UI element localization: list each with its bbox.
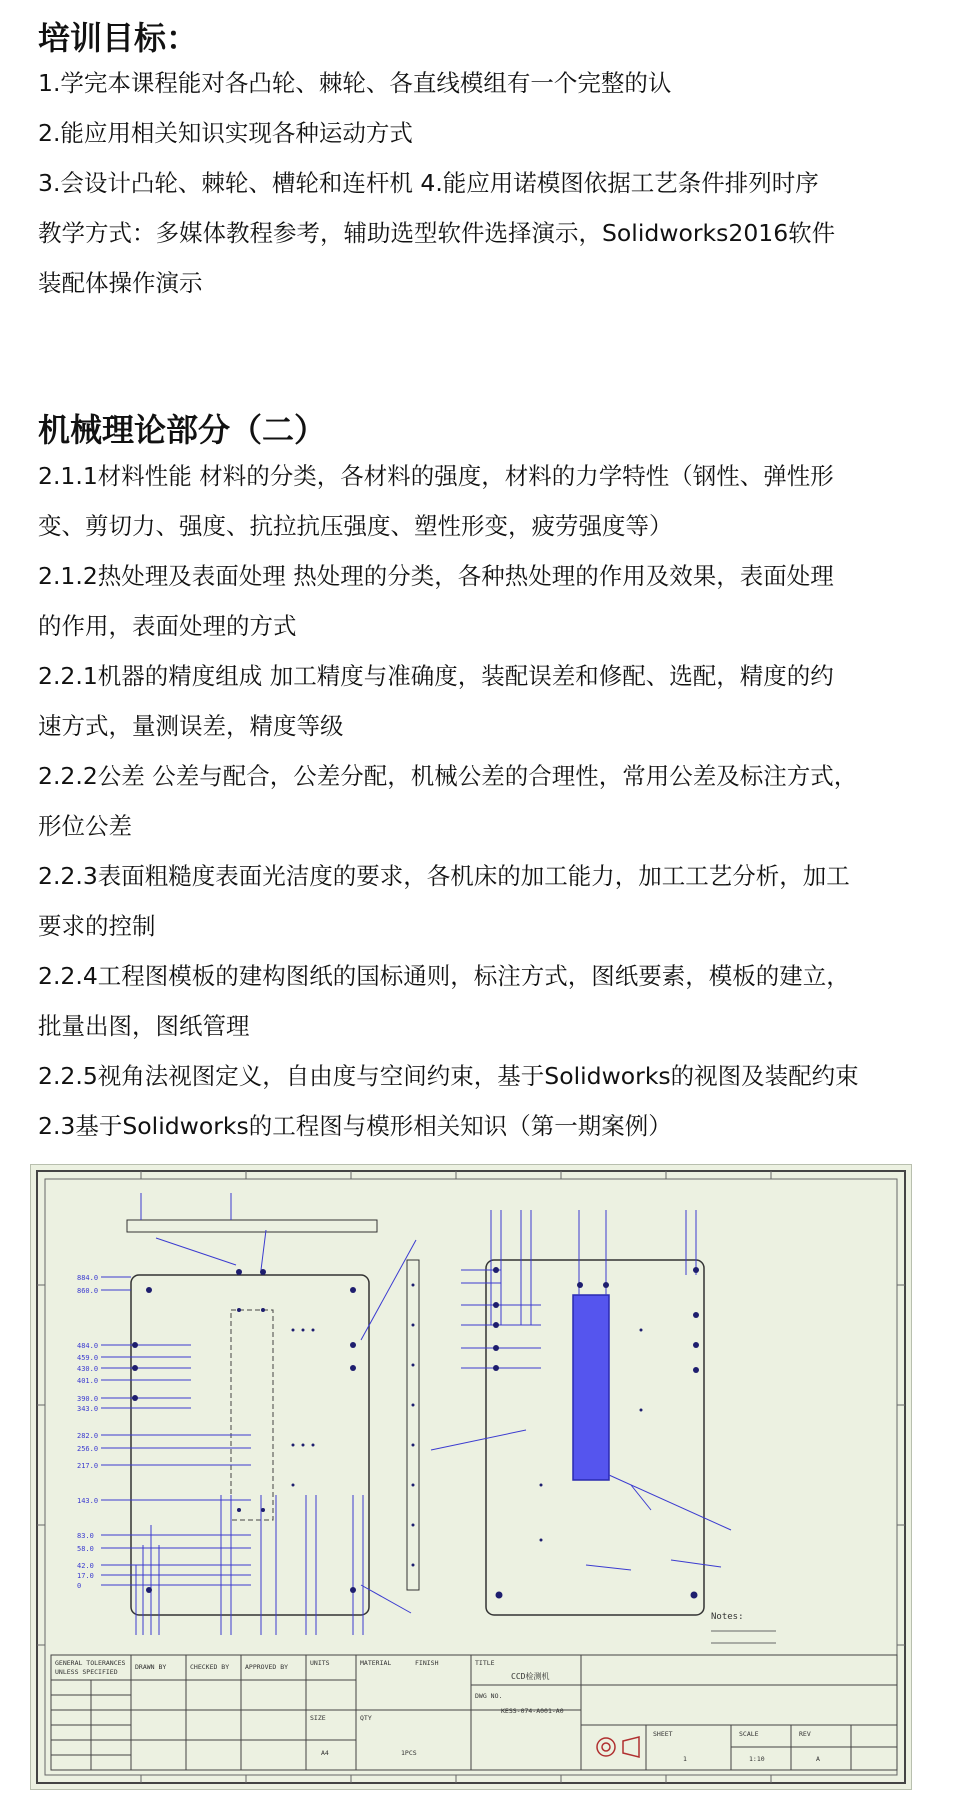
svg-text:484.0: 484.0 bbox=[77, 1342, 99, 1350]
section-title-theory: 机械理论部分（二） bbox=[38, 411, 327, 449]
theory-line: 2.2.4工程图模板的建构图纸的国标通则，标注方式，图纸要素，模板的建立， bbox=[38, 962, 850, 990]
svg-text:58.0: 58.0 bbox=[77, 1545, 94, 1553]
left-slot-hidden bbox=[231, 1310, 273, 1520]
training-line: 装配体操作演示 bbox=[38, 269, 203, 297]
tb-approved-by: APPROVED BY bbox=[245, 1663, 289, 1671]
training-line: 教学方式：多媒体教程参考，辅助选型软件选择演示，Solidworks2016软件 bbox=[38, 219, 836, 247]
title-block-text bbox=[55, 1659, 820, 1763]
top-strip bbox=[127, 1220, 377, 1232]
training-line: 1.学完本课程能对各凸轮、棘轮、各直线模组有一个完整的认 bbox=[38, 69, 672, 97]
theory-line: 批量出图，图纸管理 bbox=[38, 1012, 250, 1040]
svg-text:390.0: 390.0 bbox=[77, 1395, 99, 1403]
svg-text:42.0: 42.0 bbox=[77, 1562, 94, 1570]
engineering-drawing bbox=[30, 1164, 912, 1790]
tb-title-value: CCD检测机 bbox=[511, 1672, 550, 1681]
theory-line: 2.2.2公差 公差与配合，公差分配，机械公差的合理性，常用公差及标注方式， bbox=[38, 762, 858, 790]
theory-line: 2.3基于Solidworks的工程图与模形相关知识（第一期案例） bbox=[38, 1112, 672, 1140]
training-lines bbox=[38, 58, 938, 308]
tb-units: UNITS bbox=[310, 1659, 330, 1667]
projection-symbol-icon bbox=[597, 1737, 639, 1757]
svg-text:884.0: 884.0 bbox=[77, 1274, 99, 1282]
svg-text:17.0: 17.0 bbox=[77, 1572, 94, 1580]
section-title-training: 培训目标： bbox=[38, 19, 199, 57]
svg-text:860.0: 860.0 bbox=[77, 1287, 99, 1295]
svg-text:459.0: 459.0 bbox=[77, 1354, 99, 1362]
left-leaders bbox=[156, 1230, 416, 1613]
rail-holes bbox=[412, 1284, 415, 1567]
theory-line: 2.2.1机器的精度组成 加工精度与准确度，装配误差和修配、选配，精度的约 bbox=[38, 662, 834, 690]
svg-text:343.0: 343.0 bbox=[77, 1405, 99, 1413]
theory-line: 形位公差 bbox=[38, 812, 132, 840]
svg-text:430.0: 430.0 bbox=[77, 1365, 99, 1373]
left-dim-text bbox=[77, 1274, 98, 1590]
tb-title-label: TITLE bbox=[475, 1659, 495, 1667]
tb-checked-by: CHECKED BY bbox=[190, 1663, 230, 1671]
left-plate bbox=[131, 1275, 369, 1615]
tb-rev-value: A bbox=[816, 1755, 820, 1763]
tb-finish: FINISH bbox=[415, 1659, 439, 1667]
tb-dwg-no-label: DWG NO. bbox=[475, 1692, 503, 1700]
tb-sheet-label: SHEET bbox=[653, 1730, 673, 1738]
svg-text:83.0: 83.0 bbox=[77, 1532, 94, 1540]
tb-qty-label: QTY bbox=[360, 1714, 372, 1722]
training-line: 2.能应用相关知识实现各种运动方式 bbox=[38, 119, 413, 147]
svg-text:217.0: 217.0 bbox=[77, 1462, 99, 1470]
theory-line: 2.1.1材料性能 材料的分类，各材料的强度，材料的力学特性（钢性、弹性形 bbox=[38, 462, 834, 490]
title-block-grid bbox=[51, 1655, 897, 1770]
theory-line: 2.1.2热处理及表面处理 热处理的分类，各种热处理的作用及效果，表面处理 bbox=[38, 562, 834, 590]
svg-text:282.0: 282.0 bbox=[77, 1432, 99, 1440]
tb-general-tolerances: GENERAL TOLERANCES bbox=[55, 1659, 126, 1667]
theory-line: 速方式，量测误差，精度等级 bbox=[38, 712, 344, 740]
theory-line: 2.2.3表面粗糙度表面光洁度的要求，各机床的加工能力，加工工艺分析，加工 bbox=[38, 862, 850, 890]
theory-lines bbox=[38, 451, 938, 1151]
right-slot-filled bbox=[573, 1295, 609, 1480]
left-dim-lines bbox=[101, 1277, 251, 1585]
side-rail bbox=[407, 1260, 419, 1590]
training-line: 3.会设计凸轮、棘轮、槽轮和连杆机 4.能应用诺模图依据工艺条件排列时序 bbox=[38, 169, 819, 197]
left-vdim-lines bbox=[136, 1193, 363, 1635]
tb-material: MATERIAL bbox=[360, 1659, 392, 1667]
svg-text:0: 0 bbox=[77, 1582, 82, 1590]
theory-line: 变、剪切力、强度、抗拉抗压强度、塑性形变，疲劳强度等） bbox=[38, 512, 673, 540]
drawing-svg bbox=[31, 1165, 911, 1789]
theory-line: 2.2.5视角法视图定义，自由度与空间约束，基于Solidworks的视图及装配约束 bbox=[38, 1062, 859, 1090]
tb-qty-value: 1PCS bbox=[401, 1749, 417, 1757]
tb-unless-specified: UNLESS SPECIFIED bbox=[55, 1668, 118, 1676]
tb-scale-label: SCALE bbox=[739, 1730, 759, 1738]
theory-line: 的作用，表面处理的方式 bbox=[38, 612, 297, 640]
notes-label: Notes: bbox=[711, 1612, 744, 1622]
svg-text:256.0: 256.0 bbox=[77, 1445, 99, 1453]
tb-size-label: SIZE bbox=[310, 1714, 326, 1722]
tb-dwg-no-value: KESS-074-A001-A0 bbox=[501, 1707, 564, 1715]
svg-text:401.0: 401.0 bbox=[77, 1377, 99, 1385]
theory-line: 要求的控制 bbox=[38, 912, 156, 940]
tb-scale-value: 1:10 bbox=[749, 1755, 765, 1763]
tb-rev-label: REV bbox=[799, 1730, 811, 1738]
tb-drawn-by: DRAWN BY bbox=[135, 1663, 167, 1671]
left-holes bbox=[132, 1269, 356, 1593]
svg-text:143.0: 143.0 bbox=[77, 1497, 99, 1505]
tb-sheet-value: 1 bbox=[683, 1755, 687, 1763]
tb-size-value: A4 bbox=[321, 1749, 329, 1757]
